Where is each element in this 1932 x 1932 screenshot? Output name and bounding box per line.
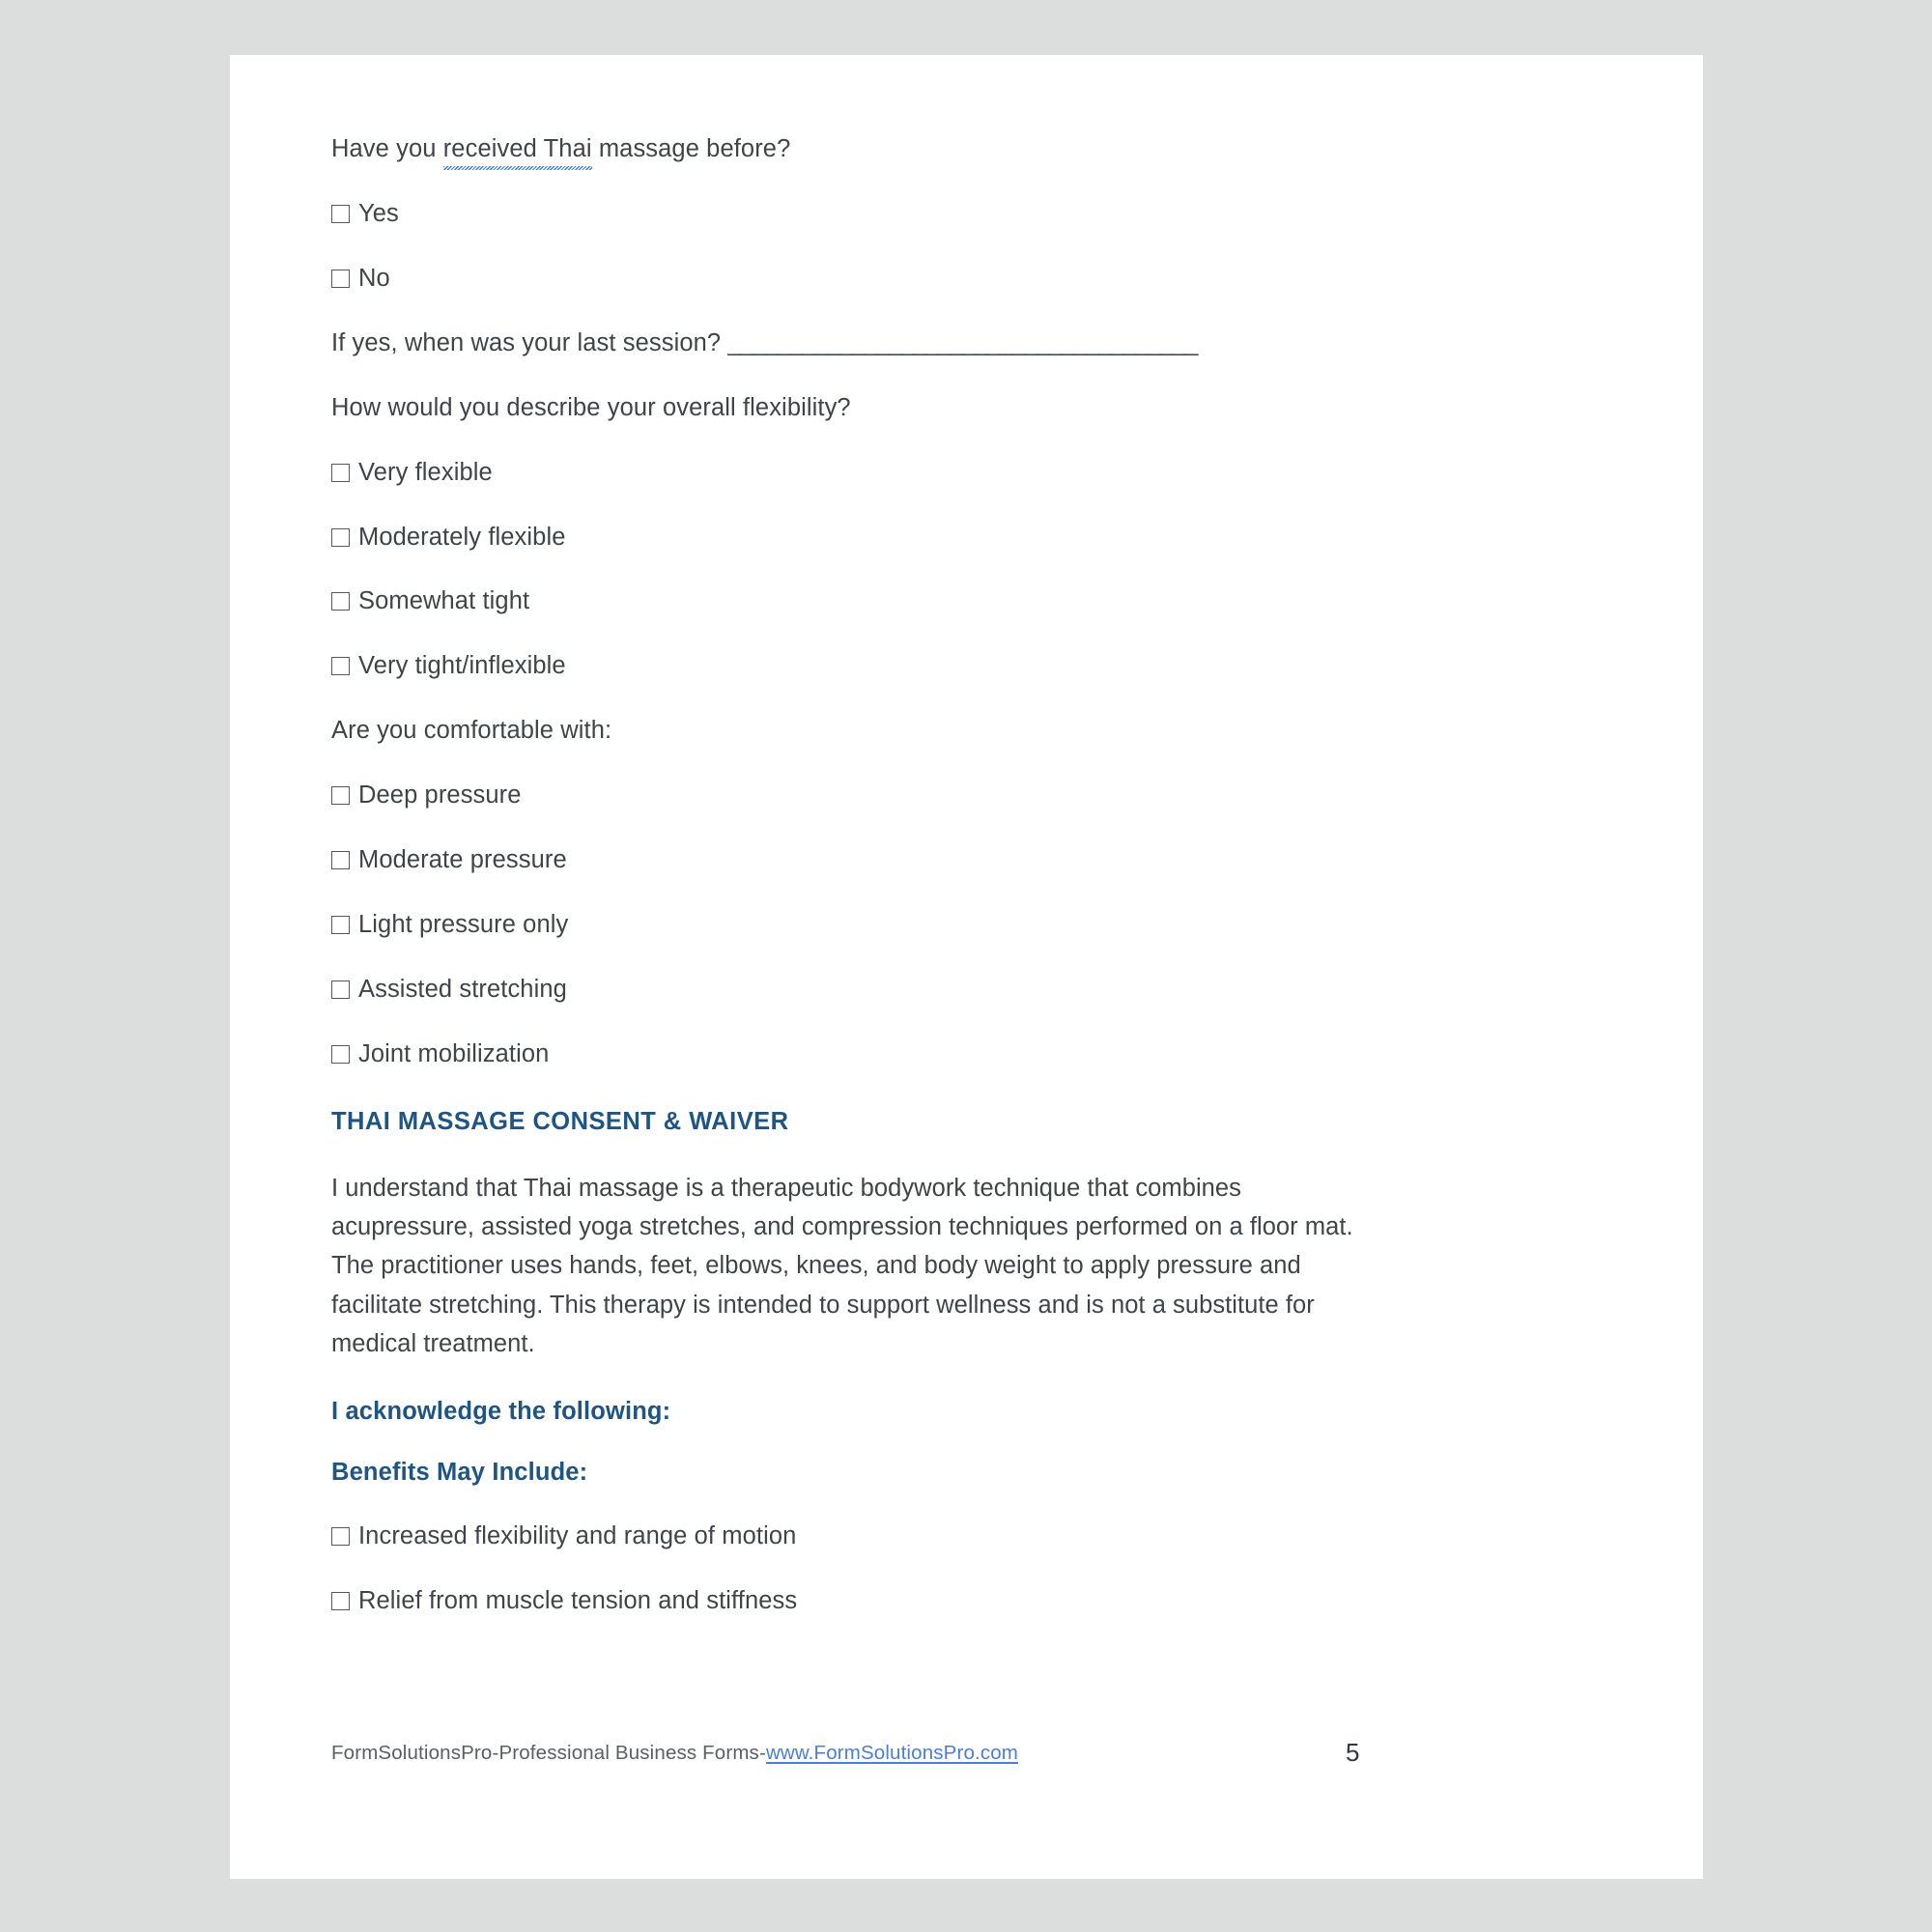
question-text-part-1: Have you <box>331 135 443 162</box>
consent-paragraph: I understand that Thai massage is a therapeutic bodywork technique that combines acupressure, assisted yoga stretches, and compression techniques performed on a floor mat. The practitioner uses hands, feet, elbows, knees, and body weight to apply pressure and facilitate stretching. This therapy is intended to support wellness and is not a substitute for medical treatment. <box>331 1174 1353 1357</box>
checkbox-option-no[interactable] <box>331 262 1481 295</box>
checkbox-empty-icon[interactable] <box>331 464 350 482</box>
checkbox-option-very-tight-inflexible[interactable] <box>331 649 1481 682</box>
question-overall-flexibility: How would you describe your overall flexibility? <box>331 393 851 421</box>
question-text-part-2: massage before? <box>591 135 791 162</box>
checkbox-option-light-pressure-only[interactable] <box>331 908 1481 941</box>
checkbox-option-label: Moderate pressure <box>358 846 567 874</box>
checkbox-empty-icon[interactable] <box>331 270 350 288</box>
footer-brand: FormSolutionsPro <box>331 1742 493 1764</box>
checkbox-option-label: Very flexible <box>358 458 493 486</box>
checkbox-option-label: Deep pressure <box>358 781 522 810</box>
checkbox-option-joint-mobilization[interactable] <box>331 1037 1481 1070</box>
field-last-session[interactable] <box>331 327 1481 359</box>
checkbox-empty-icon[interactable] <box>331 916 350 934</box>
page-content <box>331 132 1481 1649</box>
checkbox-benefit-relief-muscle-tension[interactable] <box>331 1584 1481 1617</box>
spellcheck-underlined-text: received Thai <box>443 132 592 165</box>
checkbox-option-label: Moderately flexible <box>358 523 566 551</box>
checkbox-empty-icon[interactable] <box>331 528 350 547</box>
sub-heading-acknowledge: I acknowledge the following: <box>331 1398 671 1426</box>
checkbox-empty-icon[interactable] <box>331 851 350 869</box>
document-page <box>230 55 1703 1879</box>
checkbox-empty-icon[interactable] <box>331 1527 350 1546</box>
footer-separator-1: - <box>492 1742 499 1764</box>
footer-website-link[interactable]: www.FormSolutionsPro.com <box>765 1742 1019 1764</box>
checkbox-empty-icon[interactable] <box>331 1592 350 1610</box>
checkbox-option-label: No <box>358 264 390 292</box>
page-footer <box>331 1738 1602 1767</box>
checkbox-empty-icon[interactable] <box>331 205 350 223</box>
fill-in-rule[interactable]: ______________________________________ <box>727 328 1198 356</box>
checkbox-option-label: Relief from muscle tension and stiffness <box>358 1587 798 1615</box>
checkbox-empty-icon[interactable] <box>331 786 350 805</box>
checkbox-option-moderately-flexible[interactable] <box>331 521 1481 554</box>
checkbox-option-moderate-pressure[interactable] <box>331 843 1481 876</box>
checkbox-option-assisted-stretching[interactable] <box>331 973 1481 1006</box>
checkbox-option-label: Increased flexibility and range of motion <box>358 1522 797 1550</box>
checkbox-empty-icon[interactable] <box>331 657 350 675</box>
section-heading-consent-waiver: THAI MASSAGE CONSENT & WAIVER <box>331 1107 789 1135</box>
sub-heading-benefits: Benefits May Include: <box>331 1459 588 1487</box>
checkbox-option-very-flexible[interactable] <box>331 456 1481 489</box>
footer-separator-2: - <box>758 1742 766 1764</box>
checkbox-option-yes[interactable] <box>331 197 1481 230</box>
checkbox-option-deep-pressure[interactable] <box>331 779 1481 811</box>
page-number: 5 <box>1346 1738 1360 1767</box>
checkbox-empty-icon[interactable] <box>331 592 350 611</box>
checkbox-option-label: Assisted stretching <box>358 975 567 1003</box>
checkbox-option-label: Very tight/inflexible <box>358 652 566 680</box>
checkbox-option-label: Joint mobilization <box>358 1039 550 1067</box>
field-label: If yes, when was your last session? <box>331 328 722 356</box>
checkbox-empty-icon[interactable] <box>331 1045 350 1064</box>
question-comfortable-with: Are you comfortable with: <box>331 717 612 745</box>
checkbox-empty-icon[interactable] <box>331 980 350 999</box>
checkbox-option-label: Yes <box>358 199 399 227</box>
footer-tagline: Professional Business Forms <box>498 1742 759 1764</box>
question-prior-thai-massage <box>331 132 1481 165</box>
checkbox-option-label: Light pressure only <box>358 911 569 939</box>
checkbox-option-label: Somewhat tight <box>358 587 530 615</box>
checkbox-option-somewhat-tight[interactable] <box>331 584 1481 617</box>
checkbox-benefit-increased-flexibility[interactable] <box>331 1520 1481 1552</box>
